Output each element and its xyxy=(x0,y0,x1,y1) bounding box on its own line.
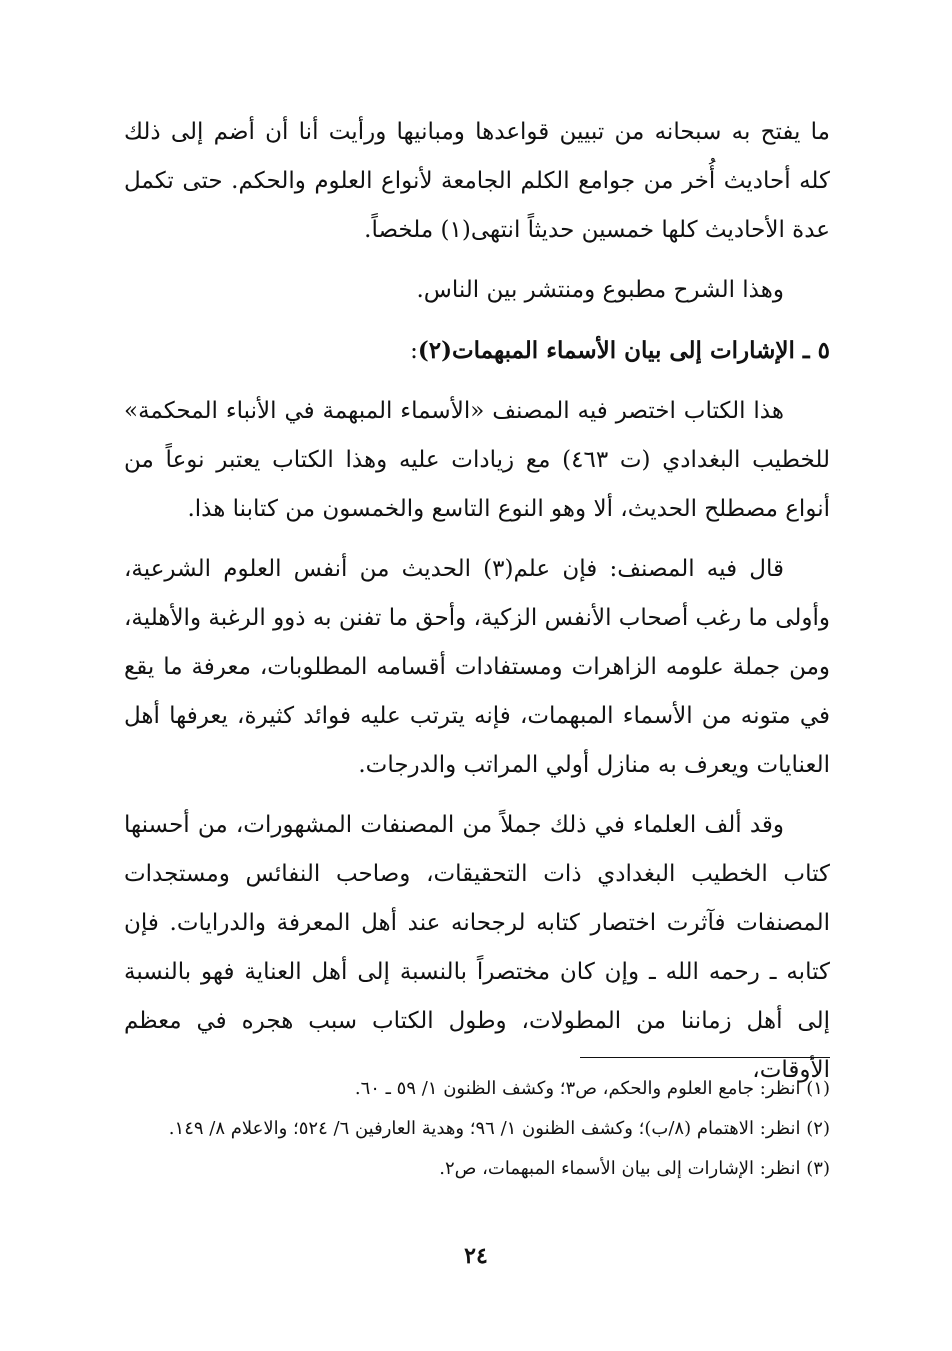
section-heading-title: ٥ ـ الإشارات إلى بيان الأسماء المبهمات(٢) xyxy=(417,337,830,364)
paragraph-5: وقد ألف العلماء في ذلك جملاً من المصنفات المشهورات، من أحسنها كتاب الخطيب البغدادي ذات التحقيقات، وصاحب النفائس ومستجدات المصنفات فآثرت اختصار كتابه لرجحانه عند أهل المعرفة والدرايات. فإن كتابه ـ رحمه الله ـ وإن كان مختصراً بالنسبة إلى أهل العناية فهو بالنسبة إلى أهل زماننا من المطولات، وطول الكتاب سبب هجره في معظم الأوقات، xyxy=(124,812,831,1083)
footnotes xyxy=(124,1070,830,1190)
footnote-divider xyxy=(580,1057,830,1058)
section-heading xyxy=(124,326,830,376)
main-text xyxy=(124,108,830,1106)
footnote-2: (٢) انظر: الاهتمام (٨/ب)؛ وكشف الظنون ١/ ٩٦؛ وهدية العارفين ٦/ ٥٢٤؛ والاعلام ٨/ ١٤٩. xyxy=(168,1118,830,1139)
paragraph-2: وهذا الشرح مطبوع ومنتشر بين الناس. xyxy=(416,277,784,303)
footnote-1: (١) انظر: جامع العلوم والحكم، ص٣؛ وكشف الظنون ١/ ٥٩ ـ ٦٠. xyxy=(354,1078,830,1099)
page-number: ٢٤ xyxy=(464,1243,488,1269)
paragraph-1: ما يفتح به سبحانه من تبيين قواعدها ومبانيها ورأيت أنا أن أضم إلى ذلك كله أحاديث أُخر من جوامع الكلم الجامعة لأنواع العلوم والحكم. حتى تكمل عدة الأحاديث كلها خمسين حديثاً انتهى(١) ملخصاً. xyxy=(124,119,830,243)
paragraph-4: قال فيه المصنف: فإن علم(٣) الحديث من أنفس العلوم الشرعية، وأولى ما رغب أصحاب الأنفس الزكية، وأحق ما تفنن به ذوو الرغبة والأهلية، ومن جملة علومه الزاهرات ومستفادات أقسامه المطلوبات، معرفة ما يقع في متونه من الأسماء المبهمات، فإنه يترتب عليه فوائد كثيرة، يعرفها أهل العنايات ويعرف به منازل أولي المراتب والدرجات. xyxy=(124,556,830,778)
footnote-3: (٣) انظر: الإشارات إلى بيان الأسماء المبهمات، ص٢. xyxy=(439,1158,830,1179)
section-heading-colon: : xyxy=(410,338,418,364)
paragraph-3: هذا الكتاب اختصر فيه المصنف «الأسماء المبهمة في الأنباء المحكمة» للخطيب البغدادي (ت ٤٦٣) مع زيادات عليه وهذا الكتاب يعتبر نوعاً من أنواع مصطلح الحديث، ألا وهو النوع التاسع والخمسون من كتابنا هذا. xyxy=(124,398,830,522)
